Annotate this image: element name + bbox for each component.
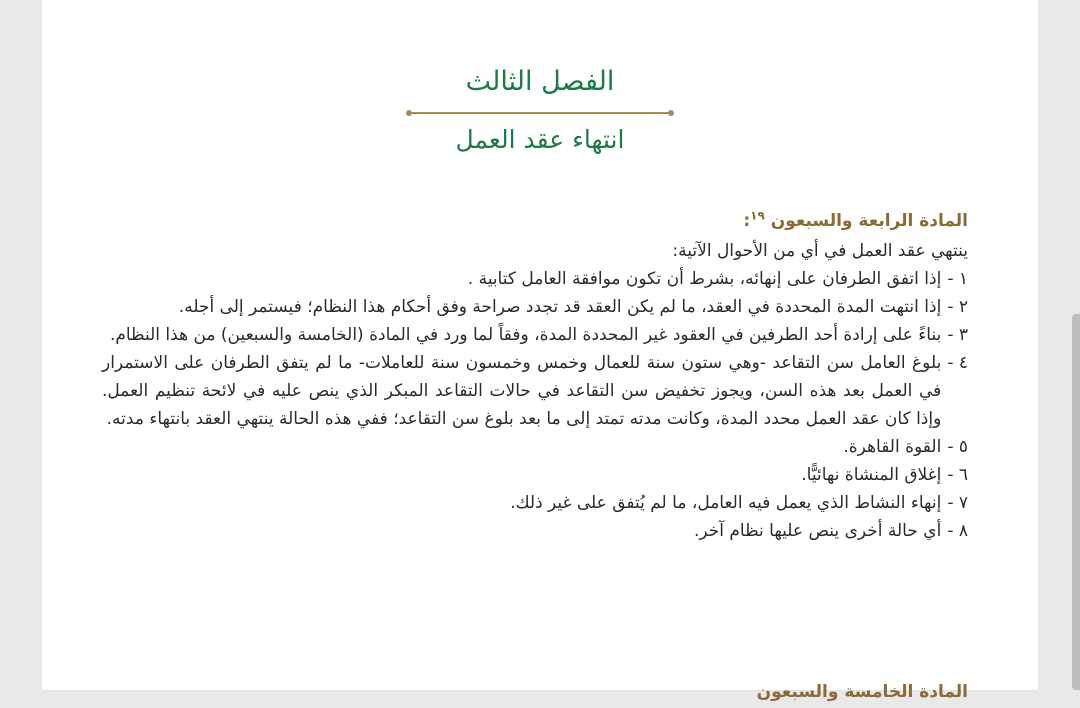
list-item (102, 517, 968, 545)
scrollbar-thumb[interactable] (1072, 314, 1080, 690)
footnote-marker[interactable]: ١٩ (750, 208, 765, 223)
item-number: ٧ - (947, 493, 968, 513)
article-items-list (102, 265, 968, 545)
item-text: بناءً على إرادة أحد الطرفين في العقود غير المحددة المدة، وفقاً لما ورد في المادة (الخامسة والسبعين) من هذا النظام. (109, 325, 942, 345)
item-number: ٢ - (947, 297, 968, 317)
document-page (42, 0, 1038, 702)
chapter-title: الفصل الثالث (465, 66, 615, 97)
ornamental-divider (409, 112, 671, 114)
list-item (102, 433, 968, 461)
item-number: ٤ - (947, 353, 968, 373)
item-number: ٦ - (947, 465, 968, 485)
item-number: ٥ - (947, 437, 968, 457)
item-text: القوة القاهرة. (843, 437, 942, 457)
list-item (102, 265, 968, 293)
article-title (102, 205, 968, 237)
article-title-text: المادة الرابعة والسبعون (770, 211, 968, 231)
item-text: إذا انتهت المدة المحددة في العقد، ما لم يكن العقد قد تجدد صراحة وفق أحكام هذا النظام؛ فيستمر إلى أجله. (178, 297, 942, 317)
chapter-subtitle: انتهاء عقد العمل (455, 125, 625, 154)
article-title-colon: : (743, 211, 751, 231)
item-text: إذا اتفق الطرفان على إنهائه، بشرط أن تكون موافقة العامل كتابية . (467, 269, 942, 289)
next-article-title: المادة الخامسة والسبعون (756, 682, 968, 702)
list-item (102, 489, 968, 517)
item-text: إغلاق المنشاة نهائيًّا. (801, 465, 942, 485)
item-text: أي حالة أخرى ينص عليها نظام آخر. (693, 521, 942, 541)
item-text: بلوغ العامل سن التقاعد -وهي ستون سنة للعمال وخمس وخمسون سنة للعاملات- ما لم يتفق الطرفان على الاستمرار في العمل بعد هذه السن، ويجوز تخفيض سن التقاعد في حالات التقاعد المبكر الذي ينص عليه في لائحة تنظيم العمل. وإذا كان عقد العمل محدد المدة، وكانت مدته تمتد إلى ما بعد بلوغ سن التقاعد؛ ففي هذه الحالة ينتهي العقد بانتهاء مدته. (102, 353, 942, 429)
article-intro: ينتهي عقد العمل في أي من الأحوال الآتية: (672, 241, 968, 261)
chapter-header (42, 62, 1038, 160)
list-item (102, 293, 968, 321)
item-number: ١ - (947, 269, 968, 289)
article-74 (102, 205, 968, 545)
list-item (102, 461, 968, 489)
list-item (102, 349, 968, 433)
item-number: ٣ - (947, 325, 968, 345)
item-number: ٨ - (947, 521, 968, 541)
item-text: إنهاء النشاط الذي يعمل فيه العامل، ما لم يُتفق على غير ذلك. (510, 493, 942, 513)
list-item (102, 321, 968, 349)
